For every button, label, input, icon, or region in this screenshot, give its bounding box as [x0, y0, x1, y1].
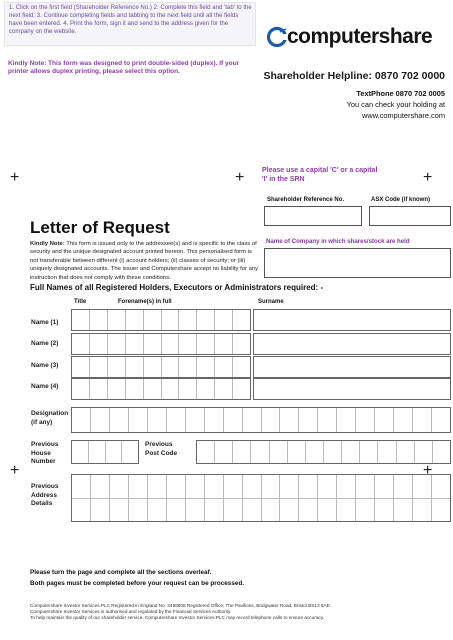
website-link[interactable]: www.computershare.com [362, 111, 445, 120]
registration-mark: + [423, 169, 433, 186]
name-3-forename-field[interactable] [71, 356, 251, 378]
name-4-forename-field[interactable] [71, 378, 251, 400]
name-2-label: Name (2) [31, 340, 59, 347]
designation-field[interactable] [71, 407, 451, 433]
instructions-box [4, 2, 256, 46]
name-2-forename-field[interactable] [71, 333, 251, 355]
check-holding-text: You can check your holding at [346, 100, 445, 109]
legal-line-2: Computershare Investor Services is authorised and regulated by the Financial Services Authority. [30, 609, 232, 615]
previous-address-field[interactable] [71, 474, 451, 522]
designation-label: Designation (if any) [31, 410, 69, 426]
registration-mark: + [10, 462, 20, 479]
asx-code-field[interactable] [369, 206, 451, 226]
company-label: Name of Company in which shares/stock are held [266, 238, 410, 245]
col-title: Title [74, 299, 87, 305]
helpline: Shareholder Helpline: 0870 702 0000 [263, 70, 445, 82]
print-note [4, 58, 249, 84]
name-1-forename-field[interactable] [71, 309, 251, 331]
textphone: TextPhone 0870 702 0005 [356, 89, 445, 98]
srn-label: Shareholder Reference No. [267, 197, 345, 203]
capital-note: Please use a capital 'C' or a capital 'I' in the SRN [262, 167, 378, 183]
previous-house-field[interactable] [71, 440, 139, 464]
legal-line-3: To help maintain the quality of our shareholder service, Computershare Investor Services PLC may record telephone calls to ensure accuracy. [30, 615, 325, 621]
registration-mark: + [235, 169, 245, 186]
kindly-note-body: This form is issued only to the addressee(s) and is specific to the class of security and the unique designated account printed hereon. This personalised form is not transferable between different (i) account holders; (ii) classes of security; or (iii) uniquely designated accounts. The issuer and Computershare accept no liability for any instruction that does not comply with these conditions. [30, 241, 259, 281]
name-2-surname-field[interactable] [253, 333, 451, 355]
previous-postcode-field[interactable] [196, 440, 451, 464]
full-names-heading: Full Names of all Registered Holders, Executors or Administrators required: - [30, 283, 324, 292]
registration-mark: + [10, 169, 20, 186]
legal-line-1: Computershare Investor Services PLC Registered in England No. 3498808 Registered Office; The Pavilions, Bridgwater Road, Bristol BS13 8AE. [30, 603, 332, 608]
col-forenames: Forename(s) in full [118, 299, 172, 305]
col-surname: Surname [258, 299, 284, 305]
registration-mark: + [423, 462, 433, 479]
name-3-surname-field[interactable] [253, 356, 451, 378]
logo-c-icon [266, 26, 288, 48]
footer-note-turn: Please turn the page and complete all the sections overleaf. [30, 569, 212, 576]
name-4-surname-field[interactable] [253, 378, 451, 400]
name-1-surname-field[interactable] [253, 309, 451, 331]
computershare-logo [266, 26, 449, 52]
page-title: Letter of Request [30, 218, 170, 237]
previous-address-label: Previous Address Details [31, 483, 59, 507]
company-name-field[interactable] [264, 248, 451, 278]
logo-wordmark: computershare [287, 25, 433, 48]
instructions-text: 1. Click on the first field (Shareholder Reference No.) 2. Complete this field and 'tab' to the next field. 3. Continue completing fields and tabbing to the next field until all the fields have been entered. 4. Print the form, sign it and send to the address given for the company on the website. [9, 4, 252, 35]
kindly-note [30, 240, 260, 282]
name-3-label: Name (3) [31, 362, 59, 369]
name-1-label: Name (1) [31, 319, 59, 326]
srn-field[interactable] [264, 206, 362, 226]
name-4-label: Name (4) [31, 383, 59, 390]
previous-house-label: Previous House Number [31, 441, 59, 465]
previous-postcode-label: Previous Post Code [145, 441, 178, 457]
kindly-note-label: Kindly Note: [30, 241, 65, 247]
legal-text [30, 603, 450, 622]
print-note-text: Kindly Note: This form was designed to print double-sided (duplex). If your printer allows duplex printing, please select this option. [8, 60, 240, 75]
footer-note-both: Both pages must be completed before your request can be processed. [30, 580, 245, 587]
asx-label: ASX Code (if known) [371, 197, 430, 203]
